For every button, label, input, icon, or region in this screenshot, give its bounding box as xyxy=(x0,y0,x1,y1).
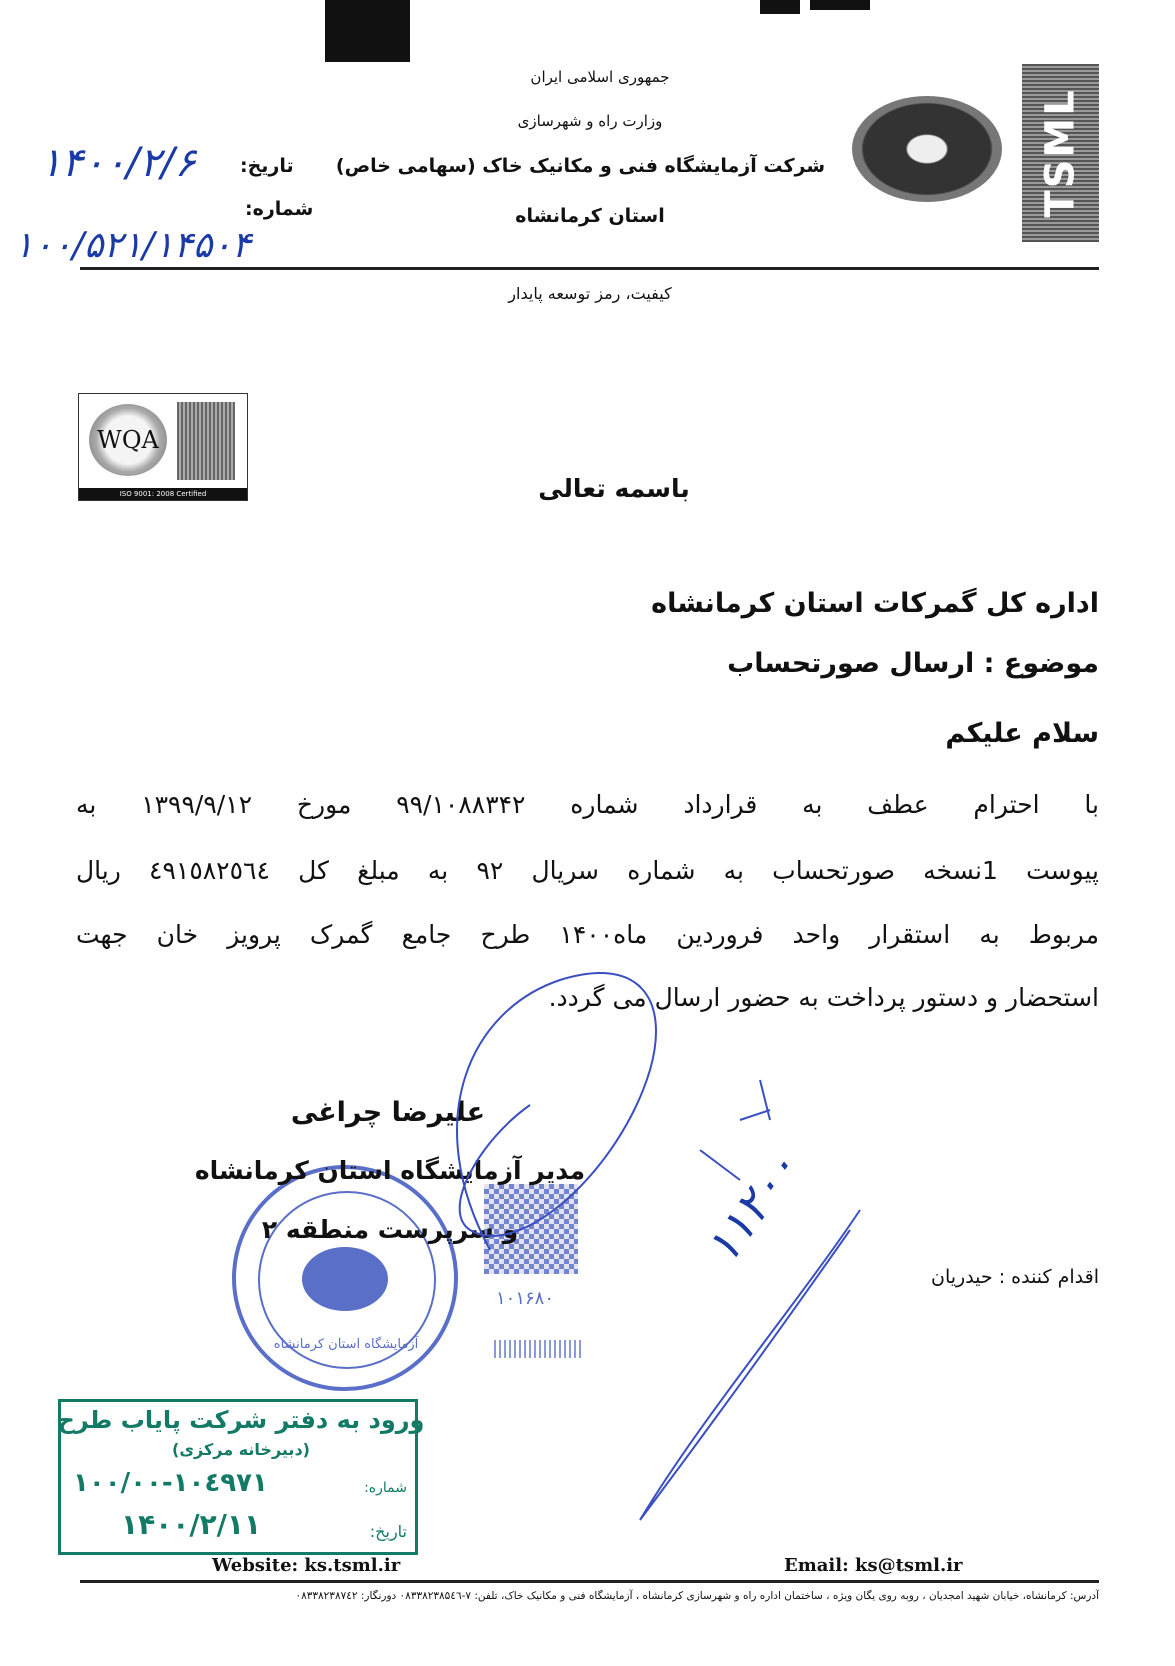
entry-number-label: شماره: xyxy=(364,1480,407,1496)
invocation: باسمه تعالی xyxy=(538,474,690,503)
greeting: سلام علیکم xyxy=(945,718,1099,749)
recipient: اداره کل گمرکات استان کرمانشاه xyxy=(651,588,1099,619)
header-province: استان کرمانشاه xyxy=(515,205,665,227)
tsml-logo: TSML xyxy=(1022,64,1099,242)
header-ministry: وزارت راه و شهرسازی xyxy=(517,112,663,130)
subject: موضوع : ارسال صورتحساب xyxy=(727,648,1099,679)
signatory-region: و سرپرست منطقه ۲ xyxy=(261,1215,519,1244)
paragraph-line: با احترام عطف به قرارداد شماره ۹۹/۱۰۸۸۳۴۲ مورخ ۱۳۹۹/۹/۱۲ به xyxy=(76,790,1099,819)
entry-date-label: تاریخ: xyxy=(369,1522,407,1541)
date-value: ۱۴۰۰/۲/۶ xyxy=(40,140,196,186)
footer-address: آدرس: کرمانشاه، خیابان شهید امجدیان ، روبه روی یگان ویژه ، ساختمان اداره راه و شهرسازی کرمانشاه ، آزمایشگاه فنی و مکانیک خاک، تلفن: ۷-۰۸۳۳۸۲۳۸۵٤٦ دورنگار: ۰۸۳۳۸۲۳۸۷٤۲ xyxy=(295,1590,1099,1602)
qr-number: ۱۰۱۶۸۰ xyxy=(496,1288,555,1309)
wqa-logo: WQA xyxy=(89,404,167,476)
header-company: شرکت آزمایشگاه فنی و مکانیک خاک (سهامی خاص) xyxy=(335,155,825,177)
handler: اقدام کننده : حیدریان xyxy=(931,1266,1099,1288)
seal-text: آزمایشگاه استان کرمانشاه xyxy=(273,1337,419,1352)
email-link[interactable]: Email: ks@tsml.ir xyxy=(784,1555,963,1576)
cert-caption: ISO 9001: 2008 Certified xyxy=(79,488,247,500)
header-country: جمهوری اسلامی ایران xyxy=(530,68,670,86)
entry-date-value: ۱۴۰۰/۲/۱۱ xyxy=(121,1508,262,1541)
entry-stamp-title: ورود به دفتر شرکت پایاب طرح xyxy=(57,1406,425,1434)
footer-divider xyxy=(80,1580,1099,1583)
website-link[interactable]: Website: ks.tsml.ir xyxy=(212,1555,401,1576)
signatory-name: علیرضا چراغی xyxy=(290,1097,486,1128)
number-label: شماره: xyxy=(245,198,314,220)
entry-number-value: ۱۰۰/۰۰-۱۰٤۹۷۱ xyxy=(73,1468,268,1498)
entry-stamp-subtitle: (دبیرخانه مرکزی) xyxy=(172,1440,310,1459)
handwritten-note: ۱۱۲۰۰ xyxy=(694,1140,810,1274)
entry-stamp xyxy=(57,1399,425,1555)
motto: کیفیت، رمز توسعه پایدار xyxy=(508,284,672,303)
date-label: تاریخ: xyxy=(240,155,294,177)
paragraph-line: استحضار و دستور پرداخت به حضور ارسال می گردد. xyxy=(548,983,1099,1012)
signatory-title: مدیر آزمایشگاه استان کرمانشاه xyxy=(194,1156,586,1185)
paragraph-line: پیوست 1نسخه صورتحساب به شماره سریال ۹۲ به مبلغ کل ٤٩١٥٨٢٥٦٤ ریال xyxy=(76,856,1099,885)
number-value: ۱۰۰/۵۲۱/۱۴۵۰۴ xyxy=(14,225,251,266)
paragraph-line: مربوط به استقرار واحد فروردین ماه۱۴۰۰ طرح جامع گمرک پرویز خان جهت xyxy=(76,920,1099,949)
